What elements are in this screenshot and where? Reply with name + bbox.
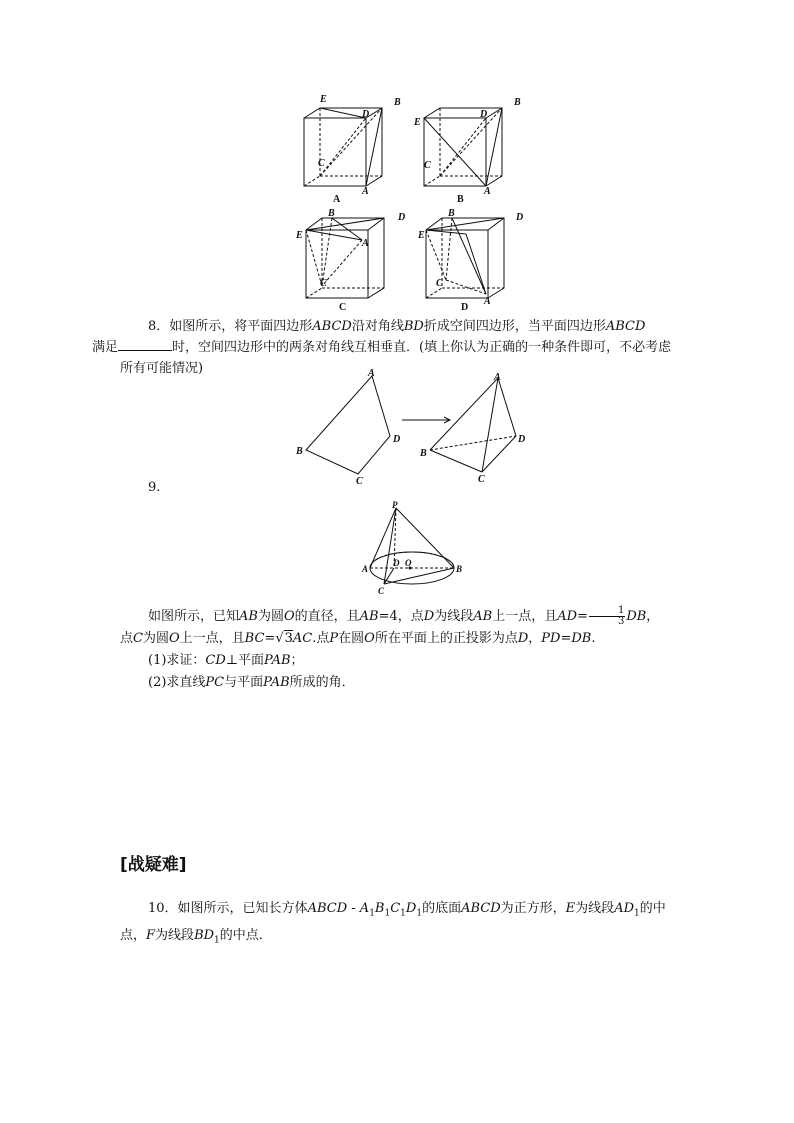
svg-text:A: A (484, 186, 491, 197)
svg-text:D: D (362, 109, 370, 120)
svg-text:A: A (368, 368, 375, 379)
svg-text:C: C (356, 476, 363, 486)
svg-text:C: C (436, 278, 443, 289)
cube-figure-a (304, 108, 382, 186)
problem-10-text: 10．如图所示，已知长方体ABCD - $A_1B_1C_1D_1$的底面ABCD为正方形，E为线段$AD_1$的中点，F为线段$BD_1$的中点． (120, 901, 666, 946)
problem-8-figure (290, 368, 540, 486)
answer-blank[interactable] (118, 338, 172, 351)
problem-9-text: 如图所示，已知AB为圆O的直径，且AB=4，点D为线段AB上一点，且AD= $\frac{1}{3}$ DB， 点C为圆O上一点，且BC=√3AC.点P在圆O所在平面上的正投影为点D，PD=DB. (1)求证：CD⊥平面PAB； (2)求直线PC与平面PAB所成的角． (120, 605, 660, 690)
caption-d: D (461, 302, 469, 312)
svg-text:A: A (362, 186, 369, 197)
svg-text:B: B (394, 97, 401, 108)
svg-text:E: E (296, 230, 303, 241)
svg-text:B: B (296, 446, 303, 457)
svg-text:E: E (320, 94, 327, 105)
cube-figures (290, 90, 530, 312)
svg-text:C: C (378, 586, 385, 596)
svg-text:D: D (480, 109, 488, 120)
caption-c: C (339, 302, 347, 312)
svg-text:O: O (405, 558, 412, 568)
cube-figure-c (306, 218, 384, 298)
svg-text:A: A (362, 564, 369, 574)
svg-text:D: D (518, 434, 526, 445)
svg-text:C: C (320, 278, 327, 289)
caption-b: B (457, 194, 464, 205)
svg-text:A: A (484, 296, 491, 307)
caption-a: A (333, 194, 341, 205)
svg-text:D: D (398, 212, 406, 223)
svg-text:D: D (516, 212, 524, 223)
svg-text:C: C (424, 160, 431, 171)
svg-text:B: B (448, 208, 455, 219)
problem-9-number: 9. (148, 480, 161, 495)
svg-text:E: E (414, 117, 421, 128)
problem-8-text: 8．如图所示，将平面四边形ABCD沿对角线BD折成空间四边形，当平面四边形ABCD 满足 时，空间四边形中的两条对角线互相垂直．(填上你认为正确的一种条件即可，不必考虑所有可能情况) (92, 319, 672, 376)
svg-text:B: B (328, 208, 335, 219)
svg-text:B: B (456, 564, 463, 574)
section-title: [战疑难] (120, 855, 187, 875)
svg-text:B: B (514, 97, 521, 108)
svg-text:B: B (420, 448, 427, 459)
problem-9-figure (360, 500, 466, 596)
svg-text:P: P (392, 500, 398, 510)
svg-text:D: D (393, 558, 400, 568)
cube-figure-b (424, 108, 502, 186)
fraction-one-third: $\frac{1}{3}$ (589, 606, 625, 627)
svg-text:C: C (478, 474, 485, 485)
svg-text:A: A (494, 372, 501, 383)
svg-text:D: D (393, 434, 401, 445)
svg-text:E: E (418, 230, 425, 241)
svg-text:A: A (362, 238, 369, 249)
svg-text:C: C (318, 158, 325, 169)
